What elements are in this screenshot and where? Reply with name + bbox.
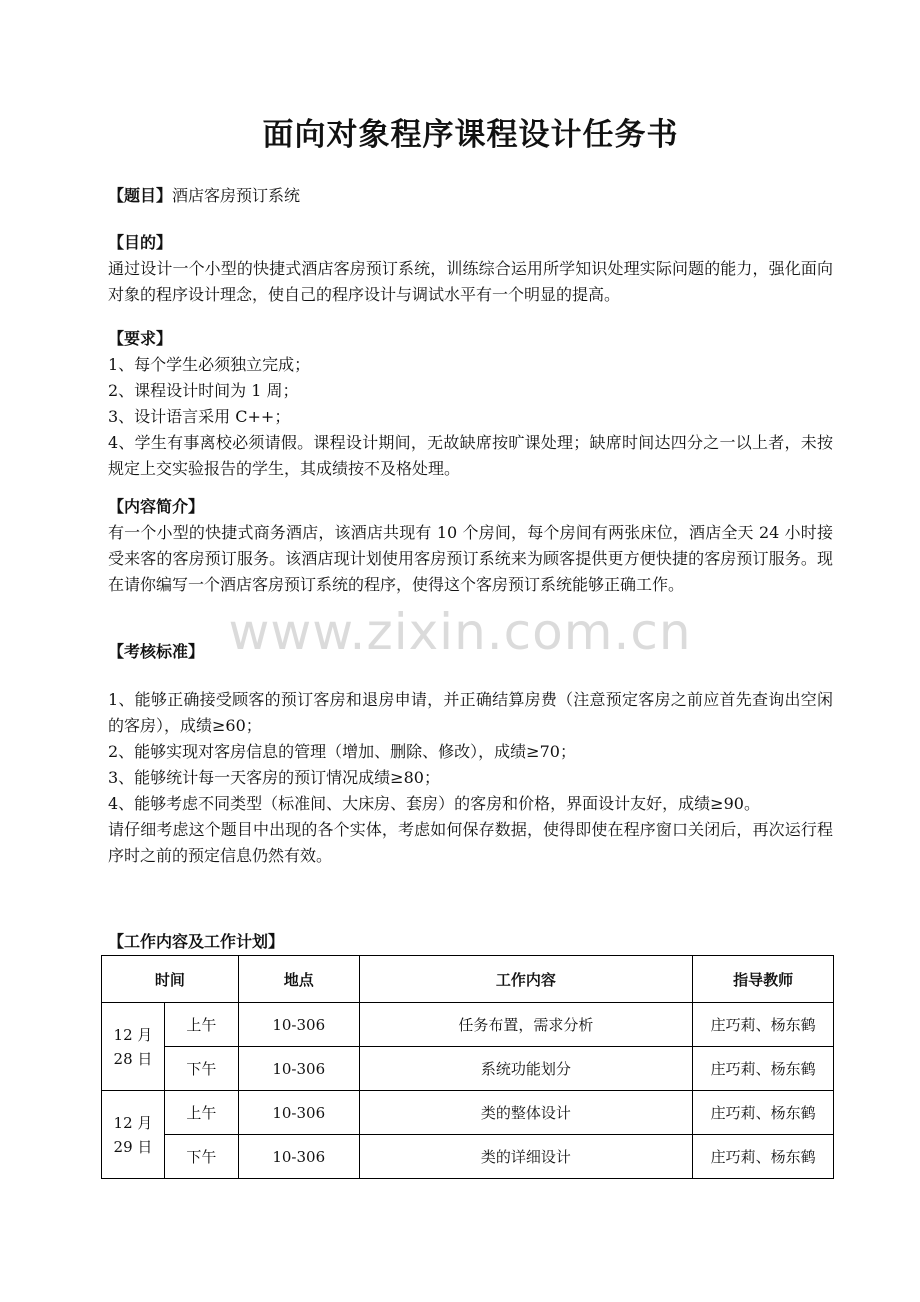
teacher-cell: 庄巧莉、杨东鹤 xyxy=(693,1091,834,1135)
topic-text: 酒店客房预订系统 xyxy=(172,186,301,205)
table-row xyxy=(102,1047,834,1091)
place-cell: 10-306 xyxy=(238,1135,359,1179)
requirement-item-1: 1、每个学生必须独立完成； xyxy=(108,355,311,374)
watermark: www.zixin.com.cn xyxy=(228,603,692,661)
period-cell: 下午 xyxy=(164,1047,238,1091)
place-cell: 10-306 xyxy=(238,1003,359,1047)
table-header-row xyxy=(102,956,834,1003)
intro-text: 有一个小型的快捷式商务酒店，该酒店共现有 10 个房间，每个房间有两张床位，酒店全天 24 小时接受来客的客房预订服务。该酒店现计划使用客房预订系统来为顾客提供更方便快捷的客房预订服务。现在请你编写一个酒店客房预订系统的程序，使得这个客房预订系统能够正确工作。 xyxy=(108,523,833,594)
teacher-cell: 庄巧莉、杨东鹤 xyxy=(693,1047,834,1091)
content-cell: 任务布置，需求分析 xyxy=(359,1003,692,1047)
requirements-section xyxy=(108,326,833,482)
plan-table xyxy=(101,955,834,1179)
criteria-item-4: 4、能够考虑不同类型（标准间、大床房、套房）的客房和价格，界面设计友好，成绩≥90。 xyxy=(108,794,760,813)
teacher-cell: 庄巧莉、杨东鹤 xyxy=(693,1135,834,1179)
table-row xyxy=(102,1003,834,1047)
criteria-item-1: 1、能够正确接受顾客的预订客房和退房申请，并正确结算房费（注意预定客房之前应首先查询出空闲的客房），成绩≥60； xyxy=(108,690,833,735)
header-content: 工作内容 xyxy=(359,956,692,1003)
date-month: 12 月 xyxy=(113,1113,153,1132)
topic-section xyxy=(108,183,833,209)
plan-label: 【工作内容及工作计划】 xyxy=(108,932,285,951)
header-time: 时间 xyxy=(102,956,239,1003)
table-row xyxy=(102,1091,834,1135)
criteria-item-2: 2、能够实现对客房信息的管理（增加、删除、修改），成绩≥70； xyxy=(108,742,576,761)
date-cell xyxy=(102,1003,165,1091)
content-cell: 类的整体设计 xyxy=(359,1091,692,1135)
document-title: 面向对象程序课程设计任务书 xyxy=(262,117,679,153)
header-place: 地点 xyxy=(238,956,359,1003)
content-cell: 类的详细设计 xyxy=(359,1135,692,1179)
criteria-note: 请仔细考虑这个题目中出现的各个实体，考虑如何保存数据，使得即使在程序窗口关闭后，再次运行程序时之前的预定信息仍然有效。 xyxy=(108,820,833,865)
content-cell: 系统功能划分 xyxy=(359,1047,692,1091)
header-teacher: 指导教师 xyxy=(693,956,834,1003)
requirement-item-2: 2、课程设计时间为 1 周； xyxy=(108,381,299,400)
plan-section xyxy=(108,929,833,955)
period-cell: 上午 xyxy=(164,1003,238,1047)
date-day: 29 日 xyxy=(113,1137,153,1156)
requirements-label: 【要求】 xyxy=(108,329,173,348)
intro-section xyxy=(108,494,833,598)
purpose-text: 通过设计一个小型的快捷式酒店客房预订系统，训练综合运用所学知识处理实际问题的能力，强化面向对象的程序设计理念，使自己的程序设计与调试水平有一个明显的提高。 xyxy=(108,259,833,304)
requirement-item-3: 3、设计语言采用 C++； xyxy=(108,407,291,426)
date-month: 12 月 xyxy=(113,1025,153,1044)
purpose-label: 【目的】 xyxy=(108,233,173,252)
table-row xyxy=(102,1135,834,1179)
date-day: 28 日 xyxy=(113,1049,153,1068)
place-cell: 10-306 xyxy=(238,1047,359,1091)
criteria-label: 【考核标准】 xyxy=(108,642,205,661)
purpose-section xyxy=(108,230,833,308)
place-cell: 10-306 xyxy=(238,1091,359,1135)
intro-label: 【内容简介】 xyxy=(108,497,205,516)
requirement-item-4: 4、学生有事离校必须请假。课程设计期间，无故缺席按旷课处理；缺席时间达四分之一以上者，未按规定上交实验报告的学生，其成绩按不及格处理。 xyxy=(108,433,833,478)
criteria-item-3: 3、能够统计每一天客房的预订情况成绩≥80； xyxy=(108,768,440,787)
period-cell: 下午 xyxy=(164,1135,238,1179)
date-cell xyxy=(102,1091,165,1179)
topic-label: 【题目】 xyxy=(108,186,173,205)
criteria-section xyxy=(108,639,833,869)
teacher-cell: 庄巧莉、杨东鹤 xyxy=(693,1003,834,1047)
period-cell: 上午 xyxy=(164,1091,238,1135)
